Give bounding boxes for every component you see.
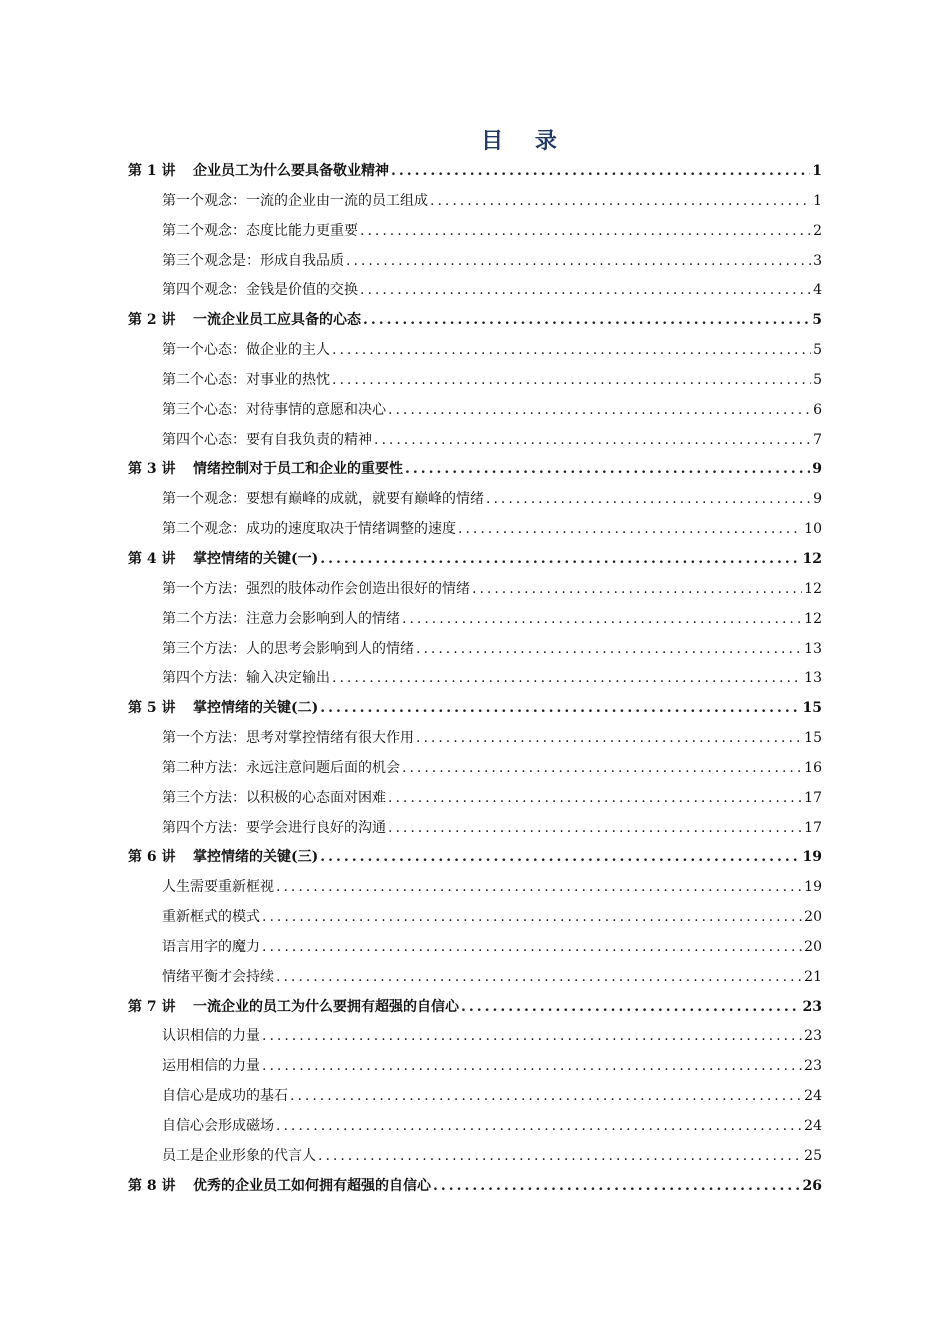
toc-entry-label bbox=[128, 545, 318, 575]
page-number: 12 bbox=[804, 580, 822, 597]
toc-entry-label bbox=[162, 1142, 316, 1172]
toc-entry-label bbox=[162, 963, 274, 993]
dot-leader bbox=[416, 724, 802, 754]
dot-leader bbox=[363, 306, 810, 336]
dot-leader bbox=[276, 873, 802, 903]
toc-entry-title: 第二个观念：态度比能力更重要 bbox=[162, 222, 358, 239]
toc-section-entry[interactable] bbox=[128, 724, 822, 754]
toc-entry-title: 一流企业员工应具备的心态 bbox=[193, 312, 361, 329]
dot-leader bbox=[332, 336, 811, 366]
page-number: 9 bbox=[813, 491, 822, 508]
page-number: 9 bbox=[812, 461, 822, 478]
toc-entry-title: 自信心会形成磁场 bbox=[162, 1118, 274, 1134]
toc-entry-label bbox=[162, 217, 358, 247]
toc-entry-label bbox=[162, 485, 484, 515]
toc-section-entry[interactable] bbox=[128, 873, 822, 903]
toc-entry-title: 认识相信的力量 bbox=[162, 1028, 260, 1045]
toc-entry-title: 第二个观念：成功的速度取决于情绪调整的速度 bbox=[162, 521, 456, 538]
toc-chapter-entry[interactable] bbox=[128, 455, 822, 485]
dot-leader bbox=[290, 1082, 802, 1112]
page-number: 4 bbox=[813, 282, 822, 299]
toc-chapter-entry[interactable] bbox=[128, 843, 822, 873]
toc-section-entry[interactable] bbox=[128, 426, 822, 456]
toc-entry-label bbox=[162, 1082, 288, 1112]
toc-chapter-entry[interactable] bbox=[128, 993, 822, 1023]
page-number: 25 bbox=[804, 1147, 822, 1164]
dot-leader bbox=[416, 635, 802, 665]
toc-section-entry[interactable] bbox=[128, 754, 822, 784]
toc-entry-title: 第三个心态：对待事情的意愿和决心 bbox=[162, 401, 386, 418]
toc-entry-label bbox=[162, 724, 414, 754]
page-number: 1 bbox=[812, 163, 822, 179]
page-number: 10 bbox=[804, 521, 822, 538]
toc-section-entry[interactable] bbox=[128, 1142, 822, 1172]
toc-entry-title: 第一个方法：强烈的肢体动作会创造出很好的情绪 bbox=[162, 580, 470, 597]
page-number: 17 bbox=[804, 789, 822, 806]
toc-entry-title: 第一个心态：做企业的主人 bbox=[162, 342, 330, 359]
toc-entry-label bbox=[162, 366, 330, 396]
toc-entry-label bbox=[128, 694, 318, 724]
toc-entry-title: 第四个观念：金钱是价值的交换 bbox=[162, 282, 358, 299]
dot-leader bbox=[360, 217, 811, 247]
page-number: 15 bbox=[804, 730, 822, 747]
page-number: 6 bbox=[813, 401, 822, 418]
toc-chapter-entry[interactable] bbox=[128, 694, 822, 724]
dot-leader bbox=[320, 694, 800, 724]
toc-entry-label bbox=[162, 933, 260, 963]
toc-section-entry[interactable] bbox=[128, 635, 822, 665]
toc-entry-title: 第四个心态：要有自我负责的精神 bbox=[162, 431, 372, 448]
chapter-number: 第 1 讲 bbox=[128, 163, 176, 179]
toc-entry-title: 人生需要重新框视 bbox=[162, 879, 274, 896]
toc-section-entry[interactable] bbox=[128, 903, 822, 933]
toc-entry-title: 语言用字的魔力 bbox=[162, 938, 260, 955]
page-number: 24 bbox=[804, 1088, 822, 1105]
chapter-number: 第 3 讲 bbox=[128, 461, 176, 478]
dot-leader bbox=[402, 754, 802, 784]
toc-entry-title: 运用相信的力量 bbox=[162, 1058, 260, 1075]
dot-leader bbox=[262, 903, 802, 933]
chapter-number: 第 4 讲 bbox=[128, 550, 176, 567]
page-number: 23 bbox=[804, 1058, 822, 1075]
page-number: 17 bbox=[804, 819, 822, 836]
dot-leader bbox=[318, 1142, 802, 1172]
page-number: 3 bbox=[813, 252, 822, 269]
toc-section-entry[interactable] bbox=[128, 336, 822, 366]
page-number: 5 bbox=[813, 371, 822, 388]
dot-leader bbox=[388, 814, 802, 844]
dot-leader bbox=[276, 1112, 802, 1142]
toc-entry-title: 掌控情绪的关键(二) bbox=[193, 700, 319, 717]
page-number: 21 bbox=[804, 968, 822, 985]
dot-leader bbox=[405, 455, 810, 485]
page-number: 20 bbox=[804, 909, 822, 926]
toc-section-entry[interactable] bbox=[128, 1082, 822, 1112]
toc-entry-title: 第一个方法：思考对掌控情绪有很大作用 bbox=[162, 730, 414, 747]
dot-leader bbox=[402, 605, 802, 635]
page-number: 23 bbox=[802, 998, 822, 1015]
toc-entry-title: 第三个观念是：形成自我品质 bbox=[162, 252, 344, 269]
toc-entry-label bbox=[162, 605, 400, 635]
toc-entry-title: 第四个方法：输入决定输出 bbox=[162, 670, 330, 687]
dot-leader bbox=[360, 276, 811, 306]
toc-entry-title: 第三个方法：人的思考会影响到人的情绪 bbox=[162, 640, 414, 657]
toc-entry-title: 第二个心态：对事业的热忱 bbox=[162, 371, 330, 388]
toc-entry-label bbox=[162, 903, 260, 933]
toc-entry-title: 第三个方法：以积极的心态面对困难 bbox=[162, 789, 386, 806]
toc-section-entry[interactable] bbox=[128, 784, 822, 814]
dot-leader bbox=[320, 545, 800, 575]
toc-entry-label bbox=[162, 664, 330, 694]
dot-leader bbox=[332, 664, 802, 694]
chapter-number: 第 2 讲 bbox=[128, 312, 176, 329]
toc-section-entry[interactable] bbox=[128, 664, 822, 694]
page-number: 5 bbox=[813, 342, 822, 359]
toc-section-entry[interactable] bbox=[128, 396, 822, 426]
toc-section-entry[interactable] bbox=[128, 963, 822, 993]
toc-section-entry[interactable] bbox=[128, 605, 822, 635]
toc-entry-title: 第一个观念：要想有巅峰的成就，就要有巅峰的情绪 bbox=[162, 491, 484, 508]
page-title: 目 录 bbox=[481, 128, 569, 154]
page-number: 12 bbox=[804, 610, 822, 627]
toc-section-entry[interactable] bbox=[128, 276, 822, 306]
toc-entry-label bbox=[162, 814, 386, 844]
toc-entry-title: 掌控情绪的关键(一) bbox=[193, 550, 319, 567]
toc-entry-label bbox=[162, 247, 344, 277]
toc-entry-label bbox=[162, 426, 372, 456]
chapter-number: 第 8 讲 bbox=[128, 1177, 176, 1194]
toc-entry-label bbox=[162, 276, 358, 306]
page-number: 13 bbox=[804, 670, 822, 687]
page-number: 1 bbox=[813, 192, 822, 209]
toc-entry-label bbox=[162, 1112, 274, 1142]
page-number: 2 bbox=[813, 222, 822, 239]
dot-leader bbox=[276, 963, 802, 993]
toc-entry-title: 掌控情绪的关键(三) bbox=[193, 849, 319, 866]
toc-section-entry[interactable] bbox=[128, 247, 822, 277]
toc-entry-label bbox=[162, 784, 386, 814]
toc-section-entry[interactable] bbox=[128, 1022, 822, 1052]
toc-entry-title: 一流企业的员工为什么要拥有超强的自信心 bbox=[193, 998, 459, 1015]
dot-leader bbox=[388, 784, 802, 814]
toc-section-entry[interactable] bbox=[128, 933, 822, 963]
page-number: 19 bbox=[804, 879, 822, 896]
toc-entry-label bbox=[162, 396, 386, 426]
toc-chapter-entry[interactable] bbox=[128, 1172, 822, 1202]
page-number: 19 bbox=[802, 849, 822, 866]
table-of-contents bbox=[128, 157, 822, 1202]
toc-chapter-entry[interactable] bbox=[128, 157, 822, 187]
page-number: 5 bbox=[812, 312, 822, 329]
toc-entry-label bbox=[162, 187, 428, 217]
toc-entry-title: 第二种方法：永远注意问题后面的机会 bbox=[162, 759, 400, 776]
dot-leader bbox=[430, 187, 811, 217]
toc-chapter-entry[interactable] bbox=[128, 545, 822, 575]
toc-entry-label bbox=[162, 1052, 260, 1082]
dot-leader bbox=[433, 1172, 801, 1202]
toc-entry-label bbox=[162, 754, 400, 784]
toc-entry-title: 情绪控制对于员工和企业的重要性 bbox=[193, 461, 403, 478]
page-number: 12 bbox=[802, 550, 822, 567]
toc-entry-title: 自信心是成功的基石 bbox=[162, 1088, 288, 1105]
toc-entry-title: 第一个观念：一流的企业由一流的员工组成 bbox=[162, 192, 428, 209]
toc-entry-label bbox=[128, 843, 318, 873]
toc-entry-label bbox=[162, 515, 456, 545]
page-number: 26 bbox=[802, 1177, 822, 1194]
dot-leader bbox=[388, 396, 811, 426]
dot-leader bbox=[458, 515, 802, 545]
toc-section-entry[interactable] bbox=[128, 187, 822, 217]
dot-leader bbox=[391, 157, 810, 187]
toc-entry-title: 优秀的企业员工如何拥有超强的自信心 bbox=[193, 1177, 431, 1194]
toc-entry-title: 重新框式的模式 bbox=[162, 909, 260, 926]
page-number: 24 bbox=[804, 1118, 822, 1134]
toc-section-entry[interactable] bbox=[128, 515, 822, 545]
dot-leader bbox=[262, 1052, 802, 1082]
toc-entry-label bbox=[162, 873, 274, 903]
page-number: 16 bbox=[804, 759, 822, 776]
toc-entry-label bbox=[162, 635, 414, 665]
dot-leader bbox=[486, 485, 811, 515]
toc-entry-label bbox=[128, 1172, 431, 1202]
toc-entry-label bbox=[162, 575, 470, 605]
toc-section-entry[interactable] bbox=[128, 575, 822, 605]
toc-entry-title: 情绪平衡才会持续 bbox=[162, 968, 274, 985]
toc-section-entry[interactable] bbox=[128, 485, 822, 515]
dot-leader bbox=[332, 366, 811, 396]
chapter-number: 第 7 讲 bbox=[128, 998, 176, 1015]
dot-leader bbox=[461, 993, 801, 1023]
dot-leader bbox=[346, 247, 811, 277]
dot-leader bbox=[374, 426, 811, 456]
toc-entry-label bbox=[128, 306, 361, 336]
toc-section-entry[interactable] bbox=[128, 366, 822, 396]
toc-entry-label bbox=[128, 455, 403, 485]
page-number: 13 bbox=[804, 640, 822, 657]
toc-entry-title: 第四个方法：要学会进行良好的沟通 bbox=[162, 819, 386, 836]
chapter-number: 第 5 讲 bbox=[128, 700, 176, 717]
toc-section-entry[interactable] bbox=[128, 814, 822, 844]
toc-entry-title: 员工是企业形象的代言人 bbox=[162, 1147, 316, 1164]
page-number: 7 bbox=[813, 431, 822, 448]
dot-leader bbox=[262, 933, 802, 963]
toc-entry-label bbox=[128, 993, 459, 1023]
dot-leader bbox=[320, 843, 800, 873]
toc-entry-label bbox=[162, 336, 330, 366]
toc-section-entry[interactable] bbox=[128, 217, 822, 247]
dot-leader bbox=[472, 575, 802, 605]
page-number: 23 bbox=[804, 1028, 822, 1045]
page-number: 20 bbox=[804, 938, 822, 955]
toc-entry-label bbox=[128, 157, 389, 187]
page-number: 15 bbox=[802, 700, 822, 717]
toc-entry-label bbox=[162, 1022, 260, 1052]
toc-section-entry[interactable] bbox=[128, 1112, 822, 1142]
toc-section-entry[interactable] bbox=[128, 1052, 822, 1082]
toc-chapter-entry[interactable] bbox=[128, 306, 822, 336]
chapter-number: 第 6 讲 bbox=[128, 849, 176, 866]
dot-leader bbox=[262, 1022, 802, 1052]
toc-entry-title: 企业员工为什么要具备敬业精神 bbox=[193, 163, 389, 179]
toc-entry-title: 第二个方法：注意力会影响到人的情绪 bbox=[162, 610, 400, 627]
